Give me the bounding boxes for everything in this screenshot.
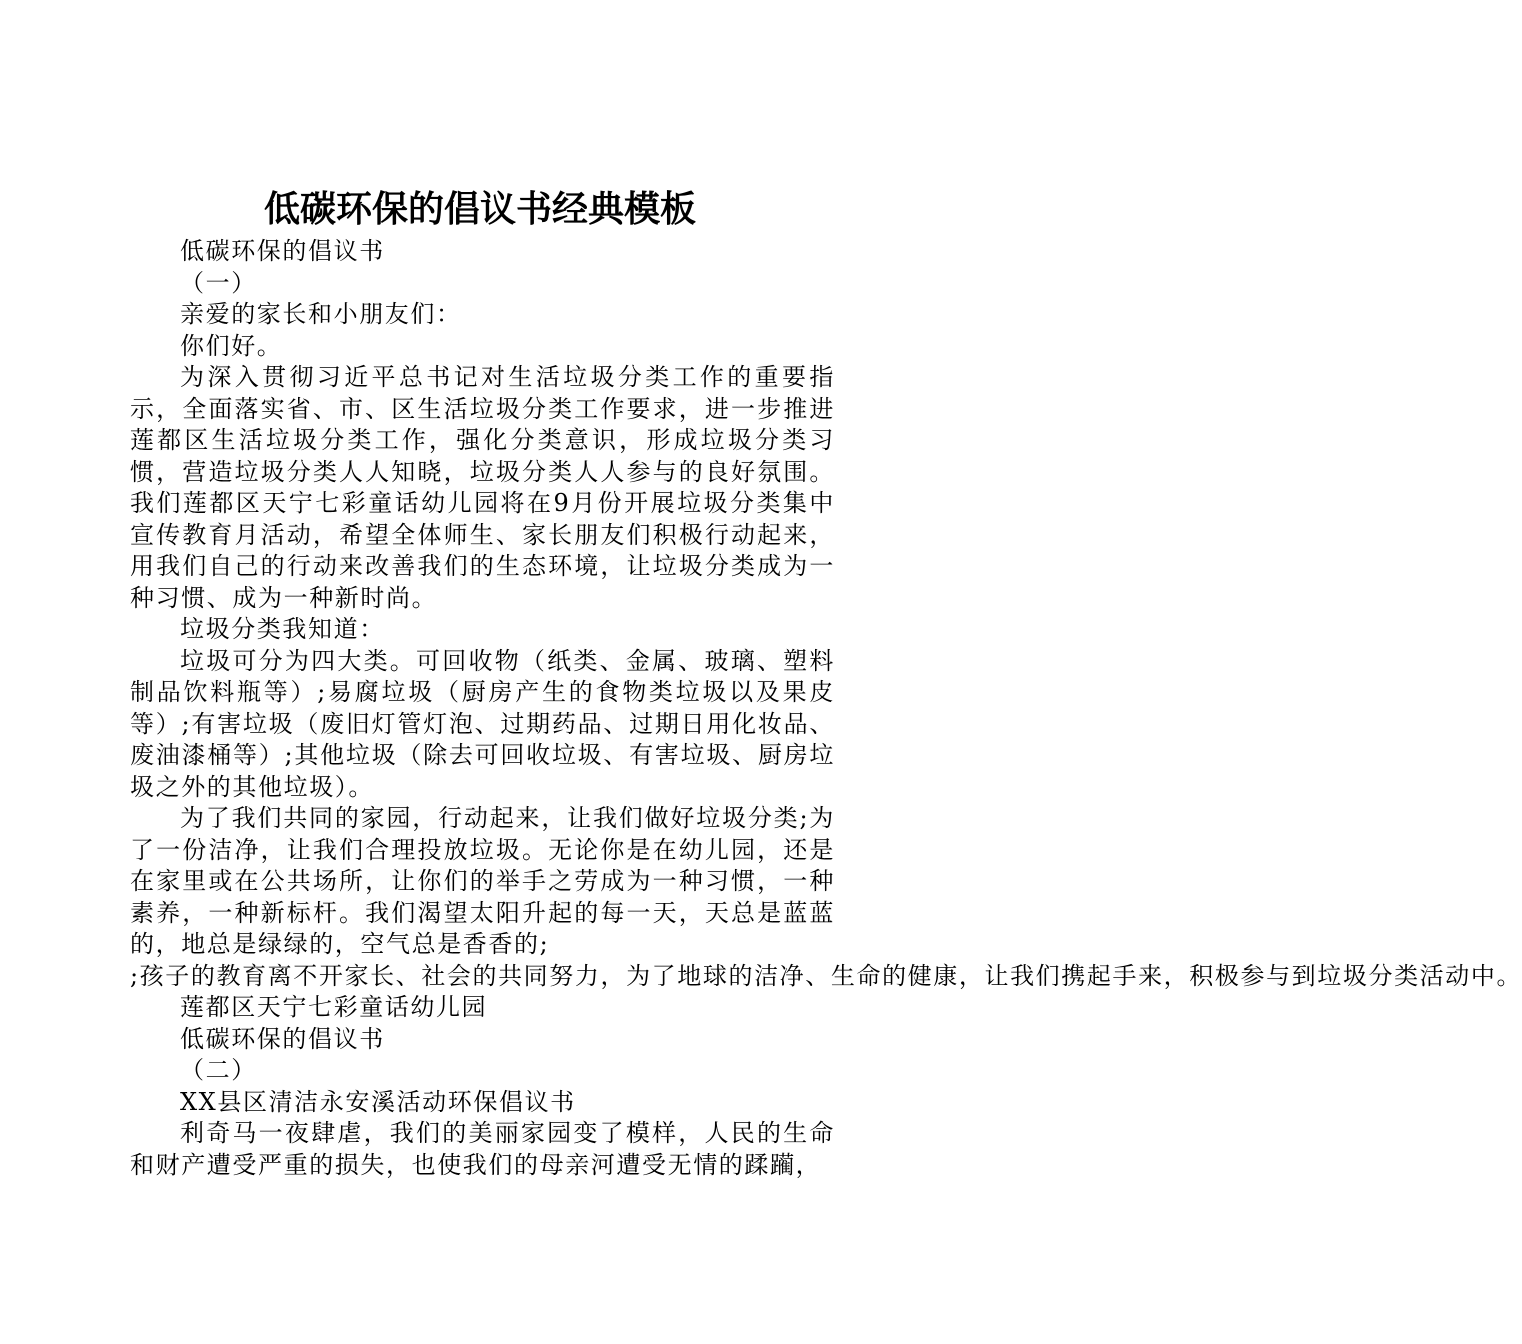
paragraph-section2-intro: 利奇马一夜肆虐，我们的美丽家园变了模样，人民的生命和财产遭受严重的损失，也使我们的母亲河遭受无情的蹂躏， <box>130 1119 835 1179</box>
section2-subtitle: XX县区清洁永安溪活动环保倡议书 <box>180 1087 576 1116</box>
signature: 莲都区天宁七彩童话幼儿园 <box>180 993 488 1021</box>
paragraph-call-to-action: 为了我们共同的家园，行动起来，让我们做好垃圾分类;为了一份洁净，让我们合理投放垃圾。无论你是在幼儿园，还是在家里或在公共场所，让你们的举手之劳成为一种习惯，一种素养，一种新标杆。我们渴望太阳升起的每一天，天总是蓝蓝的，地总是绿绿的，空气总是香香的; <box>130 804 835 958</box>
subheading-sorting: 垃圾分类我知道： <box>180 615 385 643</box>
document-title: 低碳环保的倡议书经典模板 <box>263 188 696 230</box>
document-body <box>130 236 1522 1181</box>
paragraph-call-to-action-cont: ;孩子的教育离不开家长、社会的共同努力，为了地球的洁净、生命的健康，让我们携起手来，积极参与到垃圾分类活动中。 <box>130 961 1522 990</box>
section1-heading: 低碳环保的倡议书 <box>180 237 385 265</box>
paragraph-categories: 垃圾可分为四大类。可回收物（纸类、金属、玻璃、塑料制品饮料瓶等）;易腐垃圾（厨房产生的食物类垃圾以及果皮等）;有害垃圾（废旧灯管灯泡、过期药品、过期日用化妆品、废油漆桶等）;其他垃圾（除去可回收垃圾、有害垃圾、厨房垃圾之外的其他垃圾）。 <box>130 646 835 801</box>
section1-number: （一） <box>180 268 257 297</box>
paragraph-intro: 为深入贯彻习近平总书记对生活垃圾分类工作的重要指示，全面落实省、市、区生活垃圾分类工作要求，进一步推进莲都区生活垃圾分类工作，强化分类意识，形成垃圾分类习惯，营造垃圾分类人人知晓，垃圾分类人人参与的良好氛围。我们莲都区天宁七彩童话幼儿园将在9月份开展垃圾分类集中宣传教育月活动，希望全体师生、家长朋友们积极行动起来，用我们自己的行动来改善我们的生态环境，让垃圾分类成为一种习惯、成为一种新时尚。 <box>130 363 835 612</box>
greeting: 你们好。 <box>180 331 283 360</box>
section2-heading: 低碳环保的倡议书 <box>180 1024 385 1053</box>
salutation: 亲爱的家长和小朋友们： <box>180 300 462 328</box>
section2-number: （二） <box>180 1056 257 1084</box>
